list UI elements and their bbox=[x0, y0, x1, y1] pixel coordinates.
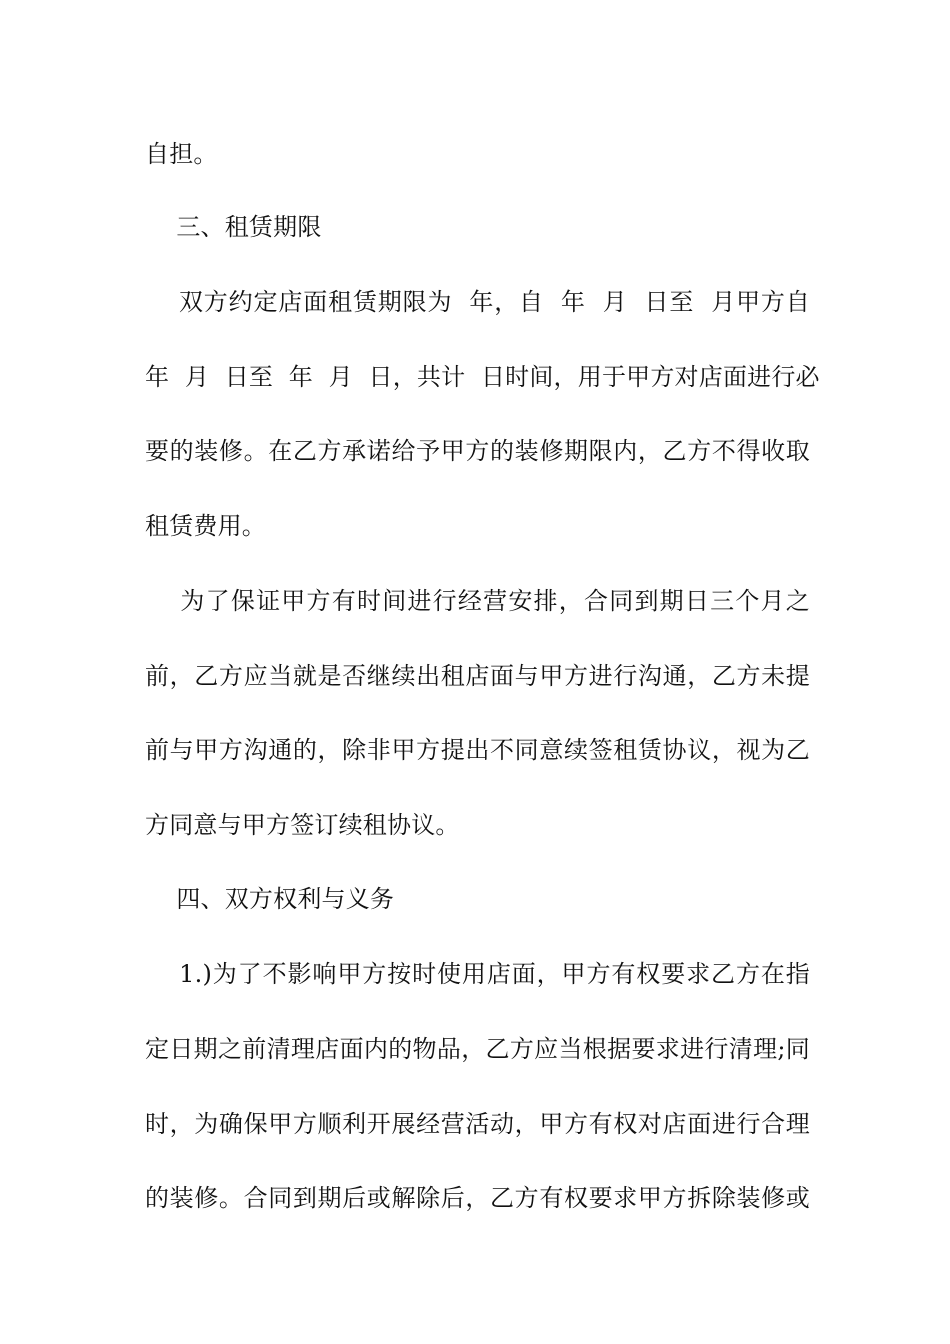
section-heading: 四、双方权利与义务 bbox=[145, 885, 395, 913]
text-line: 时，为确保甲方顺利开展经营活动，甲方有权对店面进行合理 bbox=[145, 1110, 810, 1138]
text-line: 定日期之前清理店面内的物品，乙方应当根据要求进行清理;同 bbox=[145, 1035, 810, 1063]
text-line: 1.)为了不影响甲方按时使用店面，甲方有权要求乙方在指 bbox=[145, 960, 810, 988]
text-line: 要的装修。在乙方承诺给予甲方的装修期限内，乙方不得收取 bbox=[145, 437, 810, 465]
text-line: 的装修。合同到期后或解除后，乙方有权要求甲方拆除装修或 bbox=[145, 1184, 810, 1212]
text-line: 前与甲方沟通的，除非甲方提出不同意续签租赁协议，视为乙 bbox=[145, 736, 810, 764]
text-line: 前，乙方应当就是否继续出租店面与甲方进行沟通，乙方未提 bbox=[145, 662, 810, 690]
text-line: 为了保证甲方有时间进行经营安排，合同到期日三个月之 bbox=[145, 587, 810, 615]
text-line: 双方约定店面租赁期限为 年，自 年 月 日至 月甲方自 bbox=[145, 288, 810, 316]
text-line: 年 月 日至 年 月 日，共计 日时间，用于甲方对店面进行必 bbox=[145, 363, 820, 391]
text-line: 方同意与甲方签订续租协议。 bbox=[145, 811, 460, 839]
text-line: 租赁费用。 bbox=[145, 512, 266, 540]
section-heading: 三、租赁期限 bbox=[145, 213, 322, 241]
text-line: 自担。 bbox=[145, 140, 218, 168]
